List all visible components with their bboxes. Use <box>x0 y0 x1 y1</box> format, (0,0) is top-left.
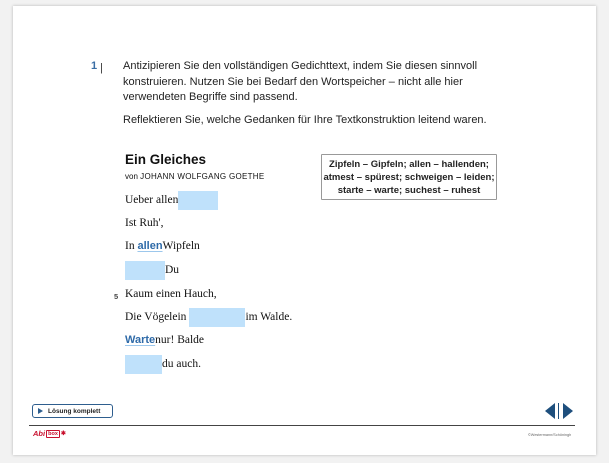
solution-button[interactable] <box>32 404 113 418</box>
poem-text: nur! Balde <box>155 334 205 346</box>
logo-text: Abi <box>33 429 46 438</box>
poem-author <box>125 172 265 181</box>
poem-line-5 <box>125 284 217 304</box>
filled-gap[interactable]: Warte <box>125 334 156 346</box>
line-number: 5 <box>114 292 119 301</box>
poem-text: In <box>125 240 135 252</box>
poem-line-6 <box>125 307 292 327</box>
blank-gap[interactable] <box>178 191 218 210</box>
poem-text: Ist Ruh', <box>125 217 164 229</box>
poem-line-1 <box>125 190 218 210</box>
author-name: JOHANN WOLFGANG GOETHE <box>140 172 265 181</box>
arrow-right-icon[interactable] <box>563 403 573 419</box>
poem-line-7 <box>125 330 204 350</box>
publisher-credit: ©Westermann/Schöningh <box>528 433 572 437</box>
word-bank-line: starte – warte; suchest – ruhest <box>337 185 481 196</box>
poem-line-8 <box>125 354 201 374</box>
filled-gap[interactable]: allen <box>137 240 163 252</box>
poem-title: Ein Gleiches <box>125 152 207 167</box>
publisher-logo <box>33 429 66 438</box>
blank-gap[interactable] <box>125 261 165 280</box>
poem-line-4 <box>125 260 179 280</box>
author-prefix: von <box>125 172 138 181</box>
poem-text: Ueber allen <box>125 194 179 206</box>
poem-text: Die Vögelein <box>125 311 187 323</box>
star-icon: ✱ <box>60 431 66 437</box>
footer-divider <box>29 425 575 426</box>
task-separator: | <box>100 62 103 74</box>
blank-gap[interactable] <box>189 308 245 327</box>
play-icon <box>38 408 43 414</box>
arrow-left-icon[interactable] <box>545 403 555 419</box>
word-bank <box>321 154 497 200</box>
nav-divider <box>558 403 559 419</box>
solution-label: Lösung komplett <box>48 407 101 415</box>
task-instructions <box>123 59 523 135</box>
poem-text: Kaum einen Hauch, <box>125 288 217 300</box>
instruction-paragraph-1: Antizipieren Sie den vollständigen Gedichttext, indem Sie diesen sinnvoll konstruieren. Nutzen Sie bei Bedarf den Wortspeicher – nicht alle hier verwendeten Begriffe sind passend. <box>123 60 478 103</box>
poem-line-2 <box>125 213 164 233</box>
task-number: 1 <box>91 60 98 72</box>
logo-box: box <box>48 430 58 437</box>
poem-text: du auch. <box>162 358 201 370</box>
poem-line-3 <box>125 236 200 256</box>
blank-gap[interactable] <box>125 355 162 374</box>
poem-text: im Walde. <box>245 311 293 323</box>
instruction-paragraph-2: Reflektieren Sie, welche Gedanken für Ihre Textkonstruktion leitend waren. <box>123 113 487 126</box>
poem-text: Wipfeln <box>162 240 200 252</box>
poem-text: Du <box>165 264 180 276</box>
word-bank-line: atmest – spürest; schweigen – leiden; <box>323 172 495 183</box>
word-bank-line: Zipfeln – Gipfeln; allen – hallenden; <box>329 159 489 170</box>
